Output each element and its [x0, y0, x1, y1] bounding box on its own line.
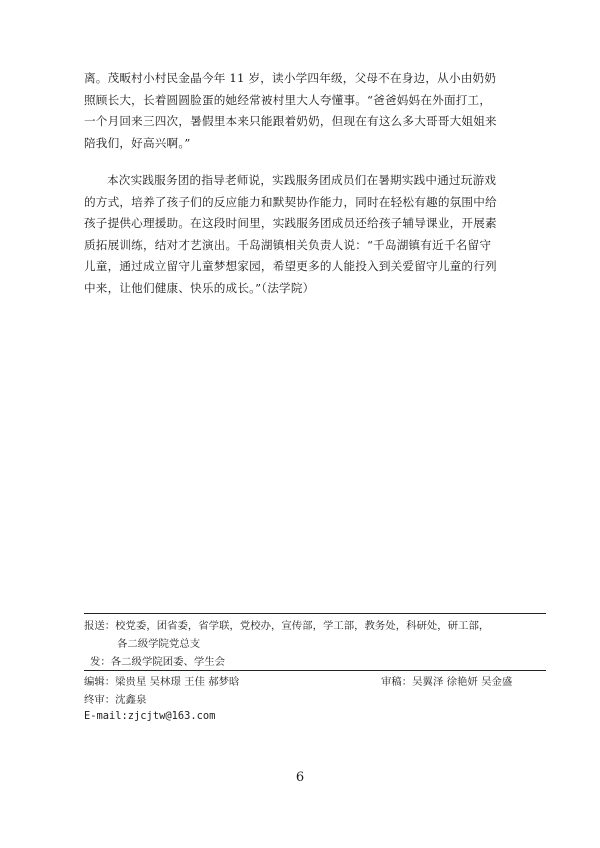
contact-email: E-mail:zjcjtw@163.com: [84, 710, 216, 722]
paragraph-line: 儿童，通过成立留守儿童梦想家园，希望更多的人能投入到关爱留守儿童的行列: [84, 259, 497, 273]
paragraph-line: 孩子提供心理援助。在这段时间里，实践服务团成员还给孩子辅导课业，开展素: [84, 216, 497, 230]
final-review-line: 终审：沈鑫泉: [84, 694, 147, 706]
paragraph-line: 离。茂畈村小村民金晶今年 11 岁，读小学四年级，父母不在身边，从小由奶奶: [84, 71, 497, 85]
paragraph-line: 陪我们，好高兴啊。”: [84, 135, 191, 150]
page-number: 6: [295, 770, 305, 785]
editors-line: 编辑：梁贵星 吴林璟 王佳 郝梦晗: [84, 676, 240, 688]
reviewers-line: 审稿：吴翼泽 徐艳妍 吴金盛: [381, 676, 513, 688]
body-paragraph-1: [84, 68, 548, 154]
report-recipients: 报送：校党委，团省委，省学联，党校办，宣传部，学工部，教务处，科研处，研工部，: [84, 620, 490, 632]
footer-middle-rule: [84, 670, 546, 671]
paragraph-line: 本次实践服务团的指导老师说，实践服务团成员们在暑期实践中通过玩游戏: [107, 173, 497, 187]
paragraph-line: 质拓展训练，结对才艺演出。千岛湖镇相关负责人说：“千岛湖镇有近千名留守: [84, 237, 492, 252]
body-paragraph-2: [84, 170, 548, 299]
paragraph-line: 的方式，培养了孩子们的反应能力和默契协作能力，同时在轻松有趣的氛围中给: [84, 194, 497, 209]
report-recipients-continued: 各二级学院党总支: [117, 638, 201, 650]
paragraph-line: 一个月回来三四次，暑假里本来只能跟着奶奶，但现在有这么多大哥哥大姐姐来: [84, 114, 497, 128]
footer-top-rule: [84, 613, 546, 614]
paragraph-line: 中来，让他们健康、快乐的成长。”（法学院）: [84, 280, 315, 295]
paragraph-line: 照顾长大，长着圆圆脸蛋的她经常被村里大人夸懂事。“爸爸妈妈在外面打工，: [84, 92, 492, 107]
issue-recipients: 发：各二级学院团委、学生会: [90, 656, 226, 668]
